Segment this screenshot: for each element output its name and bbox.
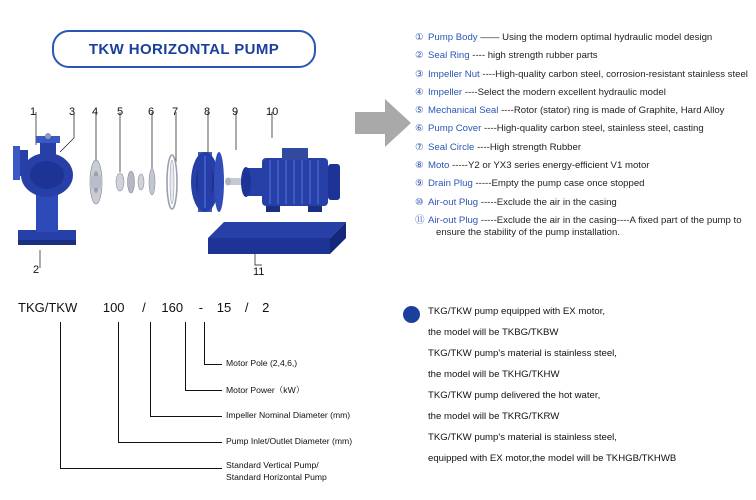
model-code-string — [18, 300, 269, 315]
note-line: the model will be TKBG/TKBW — [428, 327, 559, 338]
note-line: TKG/TKW pump's material is stainless steel, — [428, 348, 617, 359]
legend-item-continuation — [415, 227, 755, 239]
legend-item — [415, 50, 755, 62]
legend-name: Air-out Plug — [428, 196, 479, 208]
leader-line-pole-h — [204, 364, 222, 365]
legend-item — [415, 160, 755, 172]
legend-item — [415, 105, 755, 117]
title-banner — [52, 30, 316, 68]
legend-desc: -----Y2 or YX3 series energy-efficient V1 motor — [452, 160, 650, 172]
legend-name: Impeller — [428, 86, 463, 98]
model-part-impeller: 160 — [161, 300, 184, 315]
model-label-std-1: Standard Vertical Pump/ — [226, 460, 319, 470]
legend-desc: ----Rotor (stator) ring is made of Graphite, Hard Alloy — [501, 105, 725, 117]
callout-7: 7 — [172, 106, 179, 118]
leader-line-std — [60, 322, 61, 468]
callout-10: 10 — [266, 106, 279, 118]
arrow-right-icon — [355, 95, 411, 151]
callout-5: 5 — [117, 106, 124, 118]
model-part-slash1: / — [142, 300, 146, 315]
legend-item — [415, 215, 755, 227]
callout-9: 9 — [232, 106, 239, 118]
callout-8: 8 — [204, 106, 211, 118]
legend-name: Drain Plug — [428, 178, 473, 190]
legend-number: ⑩ — [415, 196, 424, 208]
callout-2: 2 — [33, 264, 40, 276]
callout-3: 3 — [69, 106, 76, 118]
leader-line-impeller — [150, 322, 151, 416]
legend-desc: ----High-quality carbon steel, stainless steel, casting — [484, 123, 704, 135]
page-title: TKW HORIZONTAL PUMP — [88, 40, 280, 58]
bullet-icon — [403, 306, 420, 323]
legend-item — [415, 87, 755, 99]
leader-line-power — [185, 322, 186, 390]
model-part-pole: 2 — [262, 300, 270, 315]
leader-line-inlet-h — [118, 442, 222, 443]
model-part-slash2: / — [244, 300, 249, 315]
model-label-inlet: Pump Inlet/Outlet Diameter (mm) — [226, 436, 353, 446]
model-label-std-2: Standard Horizontal Pump — [226, 472, 327, 482]
legend-number: ⑥ — [415, 123, 424, 135]
legend-number: ⑤ — [415, 105, 424, 117]
exploded-pump-diagram — [0, 90, 360, 290]
legend-desc: —— Using the modern optimal hydraulic model design — [480, 32, 713, 43]
model-part-inlet: 100 — [102, 300, 125, 315]
legend-name: Seal Ring — [428, 50, 470, 62]
legend-item — [415, 123, 755, 135]
legend-number: ⑪ — [415, 214, 425, 226]
legend-name: Mechanical Seal — [428, 105, 499, 117]
legend-number: ② — [415, 50, 424, 62]
legend-desc: -----Exclude the air in the casing — [480, 196, 617, 208]
note-line: TKG/TKW pump's material is stainless steel, — [428, 432, 617, 443]
legend-name: Air-out Plug — [428, 214, 479, 226]
legend-name: Pump Body — [428, 32, 478, 43]
legend-desc: ---- high strength rubber parts — [472, 50, 598, 62]
legend-name: Pump Cover — [428, 123, 482, 135]
legend-item — [415, 197, 755, 209]
note-line: equipped with EX motor,the model will be TKHGB/TKHWB — [428, 453, 677, 464]
callout-11: 11 — [253, 266, 265, 278]
legend-name: Impeller Nut — [428, 68, 480, 80]
legend-desc: ----High strength Rubber — [477, 141, 582, 153]
legend-item — [415, 142, 755, 154]
model-part-power: 15 — [216, 300, 232, 315]
note-line: TKG/TKW pump delivered the hot water, — [428, 390, 601, 401]
leader-line-power-h — [185, 390, 222, 391]
callout-6: 6 — [148, 106, 155, 118]
legend-desc: ensure the stability of the pump installation. — [436, 226, 620, 238]
legend-desc: ----High-quality carbon steel, corrosion-resistant stainless steel — [482, 68, 748, 80]
legend-number: ① — [415, 32, 424, 43]
leader-line-std-h — [60, 468, 222, 469]
note-line: the model will be TKRG/TKRW — [428, 411, 560, 422]
notes-list — [428, 305, 748, 473]
legend-number: ⑧ — [415, 160, 424, 172]
legend-desc: -----Empty the pump case once stopped — [475, 178, 645, 190]
legend-number: ④ — [415, 86, 424, 98]
leader-line-impeller-h — [150, 416, 222, 417]
callout-4: 4 — [92, 106, 99, 118]
model-code-block — [18, 300, 363, 490]
note-line: TKG/TKW pump equipped with EX motor, — [428, 306, 606, 317]
legend-name: Seal Circle — [428, 141, 475, 153]
leader-line-inlet — [118, 322, 119, 442]
legend-item — [415, 69, 755, 81]
legend-number: ③ — [415, 68, 424, 80]
model-label-pole: Motor Pole (2,4,6,) — [226, 358, 298, 368]
leader-line-pole — [204, 322, 205, 364]
model-label-power: Motor Power（kW） — [226, 385, 305, 395]
model-part-prefix: TKG/TKW — [18, 300, 78, 315]
legend-number: ⑦ — [415, 141, 424, 153]
legend-name: Moto — [428, 160, 450, 172]
model-label-impeller: Impeller Nominal Diameter (mm) — [226, 410, 351, 420]
legend-number: ⑨ — [415, 178, 424, 190]
legend-item — [415, 178, 755, 190]
note-line: the model will be TKHG/TKHW — [428, 369, 560, 380]
legend-desc: ----Select the modern excellent hydraulic model — [464, 86, 666, 98]
legend-desc: -----Exclude the air in the casing----A fixed part of the pump to — [480, 214, 742, 226]
model-part-dash: - — [198, 300, 204, 315]
legend-list — [415, 32, 755, 245]
legend-item — [415, 32, 755, 44]
callout-1: 1 — [30, 106, 37, 118]
